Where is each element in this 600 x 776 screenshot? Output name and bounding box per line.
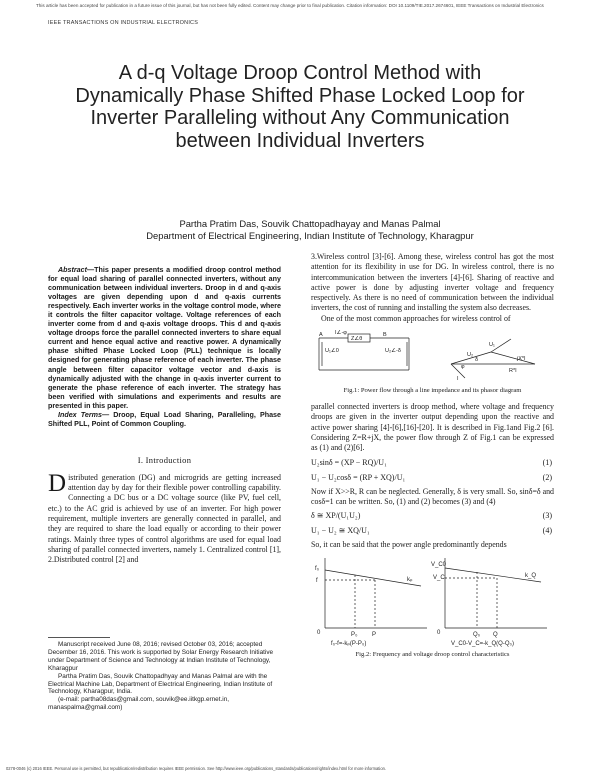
- fig2-f0: f₀: [315, 566, 320, 573]
- fig2-vc0: V_C0: [431, 562, 447, 569]
- fig2-caption: Fig.2: Frequency and voltage droop control characteristics: [355, 651, 510, 659]
- equation-4: [311, 525, 554, 537]
- fig1-z-label: Z∠θ: [351, 336, 363, 343]
- index-terms-text: — Droop, Equal Load Sharing, Paralleling, Phase Shifted PLL, Point of Common Coupling.: [48, 410, 281, 428]
- footnote-emails: (e-mail: partha08das@gmail.com, souvik@ee.iitkgp.ernet.in, manaspalma@gmail.com): [48, 696, 230, 712]
- fig2-f: f: [316, 578, 318, 585]
- paper-title: A d-q Voltage Droop Control Method with Dynamically Phase Shifted Phase Locked Loop for Inverter Paralleling without Any Communication between Individual Inverters: [75, 62, 525, 152]
- right-column: [311, 252, 554, 666]
- fig2-kq: k_Q: [525, 573, 537, 580]
- equation-2: [311, 472, 554, 484]
- footnote-rule: [48, 637, 110, 638]
- fig2-zero-left: 0: [317, 630, 321, 637]
- fig1-caption: Fig.1: Power flow through a line impedance and its phasor diagram: [343, 387, 522, 395]
- fig2-kp: kₚ: [407, 577, 413, 584]
- fig1-delta: δ: [475, 357, 479, 364]
- eq1: U₂sinδ = (XP − RQ)/U₁: [311, 457, 387, 467]
- footnote: [48, 641, 288, 712]
- fig1-phi: φ: [461, 364, 465, 371]
- figure-2-droop-characteristics: [311, 550, 554, 648]
- abstract: [48, 266, 281, 411]
- fig2-zero-right: 0: [437, 630, 441, 637]
- author-block: [40, 218, 580, 242]
- footnote-authors: Partha Pratim Das, Souvik Chattopadhyay and Manas Palmal are with the Electrical Machine Lab, Department of Electrical Engineering, Indian Institute of Technology, Kharagpur, India.: [48, 672, 273, 696]
- eq2: U₁ − U₂cosδ = (RP + XQ)/U₁: [311, 472, 406, 482]
- eq3: δ ≅ XP/(U₁U₂): [311, 511, 361, 521]
- fig1-phasor-u2: U₂: [467, 352, 474, 359]
- eq4: U₁ − U₂ ≅ XQ/U₁: [311, 526, 370, 536]
- fig1-xi-label: jX*I: [517, 356, 526, 363]
- author-names: Partha Pratim Das, Souvik Chattopadhayay and Manas Palmal: [179, 218, 441, 229]
- eq1-number: (1): [542, 457, 552, 467]
- fig2-q: Q: [493, 632, 498, 639]
- eq2-number: (2): [542, 472, 552, 482]
- fig1-i-phasor: I: [457, 376, 459, 383]
- right-paragraph-1: 3.Wireless control [3]-[6]. Among these, wireless control has got the most attention for its flexibility in use for DG. In wireless control, there is no intercommunication between the inverters [4]-[6]. Sharing of reactive and active power is done by adjusting inverter voltage and frequency respectively. As there is no need of communication between the individual inverters, the cost of running and installing the system also decreases.: [311, 252, 554, 313]
- footnote-manuscript: Manuscript received June 08, 2016; revised October 03, 2016; accepted December 16, 2016. This work is supported by Solar Energy Research Initiative under Department of Science and Technology at Indian Institute of Technology, Kharagpur: [48, 641, 274, 672]
- drop-cap: D: [48, 469, 67, 497]
- intro-paragraph: [48, 469, 281, 566]
- fig1-u1-label: U₁∠0: [325, 348, 339, 355]
- fig2-q0: Q₀: [473, 632, 481, 639]
- index-terms: [48, 411, 281, 429]
- right-paragraph-4: Now if X>>R, R can be neglected. Generally, δ is very small. So, sinδ=δ and cosδ=1 can be written. So, (1) and (2) becomes (3) and (4): [311, 486, 554, 506]
- equation-3: [311, 510, 554, 522]
- fig1-phasor-u1: U₁: [489, 342, 495, 349]
- journal-name: IEEE TRANSACTIONS ON INDUSTRIAL ELECTRONICS: [48, 20, 199, 26]
- abstract-heading: Abstract: [58, 266, 87, 274]
- intro-text: istributed generation (DG) and microgrids are getting increased attention day by day for their flexible power controlling capability. Connecting a DC bus or a DC voltage source (like PV, fuel cell, etc.) to the AC grid is achieved by use of an inverter. For high power requirement, multiple inverters are generally connected in parallel, and they are required to share the load equally or according to their power ratings. Mainly three types of control algorithms are used for equal load sharing of parallel connected inverters, namely 1. Centralized control [1], 2.Distributed control [2] and: [48, 472, 281, 565]
- affiliation: Department of Electrical Engineering, Indian Institute of Technology, Kharagpur: [146, 230, 474, 241]
- eq3-number: (3): [542, 511, 552, 521]
- index-terms-heading: Index Terms: [58, 410, 102, 419]
- fig2-p0: P₀: [351, 632, 358, 639]
- left-column: [48, 266, 281, 566]
- equation-1: [311, 457, 554, 469]
- fig1-ri-label: R*I: [509, 368, 517, 375]
- copyright-footer: 0278-0046 (c) 2016 IEEE. Personal use is permitted, but republication/redistribution requires IEEE permission. See http://www.ieee.org/publications_standards/publications/rights/index.html for more information.: [6, 766, 387, 771]
- intro-heading: I. Introduction: [137, 454, 192, 465]
- eq4-number: (4): [542, 526, 552, 536]
- publication-notice: This article has been accepted for publication in a future issue of this journal, but has not been fully edited. Content may change prior to final publication. Citation information: DOI 10.1109/TIE.2017.2674601, IEEE Transactions on Industrial Electronics: [36, 3, 544, 8]
- fig1-u2-label: U₂∠-δ: [385, 348, 401, 355]
- fig2-formula-right: V_C0-V_C=-k_Q(Q-Q₀): [451, 641, 515, 648]
- fig1-b-label: B: [383, 332, 387, 339]
- abstract-text: —This paper presents a modified droop control method for equal load sharing of parallel connected inverters, without any communication between individual inverters. Droop in d and q-axis voltages are given depending upon d and q-axis currents respectively. Each inverter works in the voltage control mode, where it controls the filter capacitor voltage. Voltage references of each inverter come from d and q-axis voltage droops. This d and q-axis voltage droops force the parallel connected inverters to share equal current and hence equal active and reactive power. A dynamically phase shifted Phase Locked Loop (PLL) technique is locally designed for generating phase reference of each inverter. The phase angle between filter capacitor voltage vector and d-axis is dynamically adjusted with the change in q-axis inverter current to generate the phase reference of each inverter. The strategy has been verified with simulations and experiments and results are presented in this paper.: [48, 266, 281, 410]
- fig2-formula-left: f₀-f=-kₚ(P-P₀): [331, 641, 367, 648]
- fig1-i-label: I∠-φ: [335, 330, 347, 337]
- fig1-a-label: A: [319, 332, 323, 339]
- figure-1-power-flow: [311, 324, 554, 384]
- right-paragraph-2: One of the most common approaches for wireless control of: [321, 313, 511, 323]
- right-paragraph-5: So, it can be said that the power angle predominantly depends: [311, 540, 507, 550]
- fig2-p: P: [372, 632, 377, 639]
- fig2-vc: V_C: [433, 575, 445, 582]
- right-paragraph-3: parallel connected inverters is droop method, where voltage and frequency droops are given in the inverter output depending upon the reactive and active power sharing [4]-[6],[16]-[20]. It is described in Fig.1and Fig.2 [6]. Considering Z=R+jX, the power flow through Z of Fig.1 can be expressed as (1) and (2)[6].: [311, 402, 554, 453]
